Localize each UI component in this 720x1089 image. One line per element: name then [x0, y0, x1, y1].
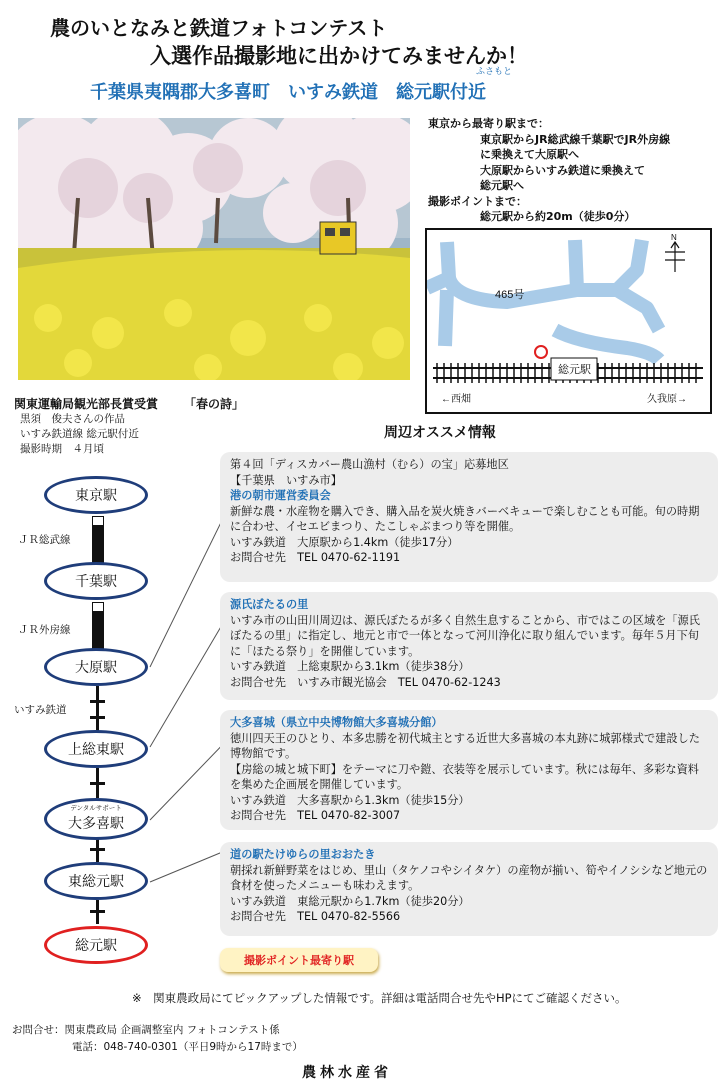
award-title: 関東運輸局観光部長賞受賞: [14, 397, 159, 411]
spot-access: いすみ鉄道 大原駅から1.4km（徒歩17分）: [230, 535, 459, 549]
map-station-label: 総元駅: [558, 364, 591, 376]
ministry-name: 農林水産省: [302, 1065, 392, 1081]
spot-area: 【千葉県 いすみ市】: [230, 473, 342, 487]
work-title: 「春の詩」: [184, 397, 245, 411]
award-detail: 撮影時期 ４月頃: [20, 443, 104, 455]
station-ohara: 大原駅: [44, 648, 148, 686]
north-label: N: [671, 233, 677, 242]
jr-sotobo-line-label: ＪＲ外房線: [18, 624, 71, 636]
spot-contact: お問合せ先 TEL 0470-62-1191: [230, 551, 401, 564]
spot-box: [220, 842, 718, 936]
spot-box: [220, 592, 718, 700]
contact-office: お問合せ：関東農政局 企画調整室内 フォトコンテスト係: [12, 1024, 280, 1036]
west-direction-label: ←西畑: [441, 394, 471, 405]
from-tokyo-label: 東京から最寄り駅まで：: [428, 117, 549, 130]
jr-sobu-line-bar: [92, 516, 104, 564]
station-kazusa-azuma: 上総東駅: [44, 730, 148, 768]
rail-tick: [90, 910, 105, 913]
nearby-info-title: 周辺オススメ情報: [384, 425, 496, 441]
spot-body: 新鮮な農・水産物を購入でき、購入品を炭火焼きバーベキューで楽しむことも可能。旬の時期に合わせ、イセエビまつり、たこしゃぶまつり等を開催。: [230, 504, 700, 533]
isumi-rail: [96, 686, 99, 732]
road-label: 465号: [495, 289, 525, 301]
jr-sobu-line-label: ＪＲ総武線: [18, 534, 71, 546]
spot-contact: お問合せ先 TEL 0470-82-3007: [230, 809, 401, 822]
contact-tel: 電話：048-740-0301（平日9時から17時まで）: [72, 1041, 303, 1053]
photo-point-station-label: 撮影ポイント最寄り駅: [220, 948, 378, 972]
spot-body: いすみ市の山田川周辺は、源氏ぼたるが多く自然生息することから、市ではこの区域を「源氏ぼたるの里」に指定し、地元と市で一体となって河川浄化に取り組んでいます。毎年５月下旬に「ほたる祭り」を開催しています。: [230, 613, 700, 658]
spot-access: いすみ鉄道 東総元駅から1.7km（徒歩20分）: [230, 894, 470, 908]
isumi-line-label: いすみ鉄道: [14, 704, 67, 716]
spot-name: 港の朝市運営委員会: [230, 489, 331, 502]
spot-box: [220, 452, 718, 582]
award-detail: 黒須 俊夫さんの作品: [20, 413, 125, 425]
rail-tick: [90, 782, 105, 785]
station-chiba: 千葉駅: [44, 562, 148, 600]
spot-name: 道の駅たけゆらの里おおたき: [230, 848, 376, 861]
route-line: 大原駅からいすみ鉄道に乗換えて: [480, 163, 645, 177]
jr-sotobo-line-bar: [92, 602, 104, 650]
spot-contact: お問合せ先 いすみ市観光協会 TEL 0470-62-1243: [230, 675, 501, 689]
title-line-1: 農のいとなみと鉄道フォトコンテスト: [50, 16, 388, 40]
station-tokyo: 東京駅: [44, 476, 148, 514]
route-line: に乗換えて大原駅へ: [480, 148, 579, 161]
station-otaki: デンタルサポート 大多喜駅: [44, 798, 148, 840]
award-detail: いすみ鉄道線 総元駅付近: [20, 428, 139, 440]
spot-access: いすみ鉄道 大多喜駅から1.3km（徒歩15分）: [230, 793, 470, 807]
spot-name: 源氏ぼたるの里: [230, 598, 309, 611]
to-point-detail: 総元駅から約20m（徒歩0分）: [480, 210, 636, 223]
spot-box: [220, 710, 718, 830]
station-ruby: ふさもと: [476, 67, 513, 77]
spot-contact: お問合せ先 TEL 0470-82-5566: [230, 910, 401, 923]
title-line-2: 入選作品撮影地に出かけてみませんか！: [150, 44, 528, 68]
to-point-label: 撮影ポイントまで：: [428, 194, 527, 208]
east-direction-label: 久我原→: [647, 394, 687, 405]
rail-tick: [90, 700, 105, 703]
route-line: 総元駅へ: [480, 179, 524, 192]
station-sponsor-name: デンタルサポート: [70, 804, 122, 812]
rail-tick: [90, 848, 105, 851]
spot-name: 大多喜城（県立中央博物館大多喜城分館）: [230, 716, 443, 729]
footer-contact: [12, 1022, 303, 1056]
station-fusamoto: 総元駅: [44, 926, 148, 964]
spot-body: 徳川四天王のひとり、本多忠勝を初代城主とする近世大多喜城の本丸跡に城郭様式で建設した博物館です。 【房総の城と城下町】をテーマに刀や鎧、衣装等を展示しています。秋には毎年、多彩な資料を集めた企画展を開催しています。: [230, 731, 700, 791]
route-line: 東京駅からJR総武線千葉駅でJR外房線: [480, 132, 671, 146]
spot-intro: 第４回「ディスカバー農山漁村（むら）の宝」応募地区: [230, 458, 509, 471]
station-higashi-fusamoto: 東総元駅: [44, 862, 148, 900]
location-subtitle: 千葉県夷隅郡大多喜町 いすみ鉄道 総元駅付近: [90, 82, 486, 103]
spot-body: 朝採れ新鮮野菜をはじめ、里山（タケノコやシイタケ）の産物が揃い、筍やイノシシなど地元の食材を使ったメニューも味わえます。: [230, 863, 708, 892]
rail-tick: [90, 716, 105, 719]
route-diagram: [0, 460, 230, 980]
footer-note: ※ 関東農政局にてピックアップした情報です。詳細は電話問合せ先やHPにてご確認ください。: [132, 991, 627, 1005]
spot-access: いすみ鉄道 上総東駅から3.1km（徒歩38分）: [230, 660, 470, 673]
